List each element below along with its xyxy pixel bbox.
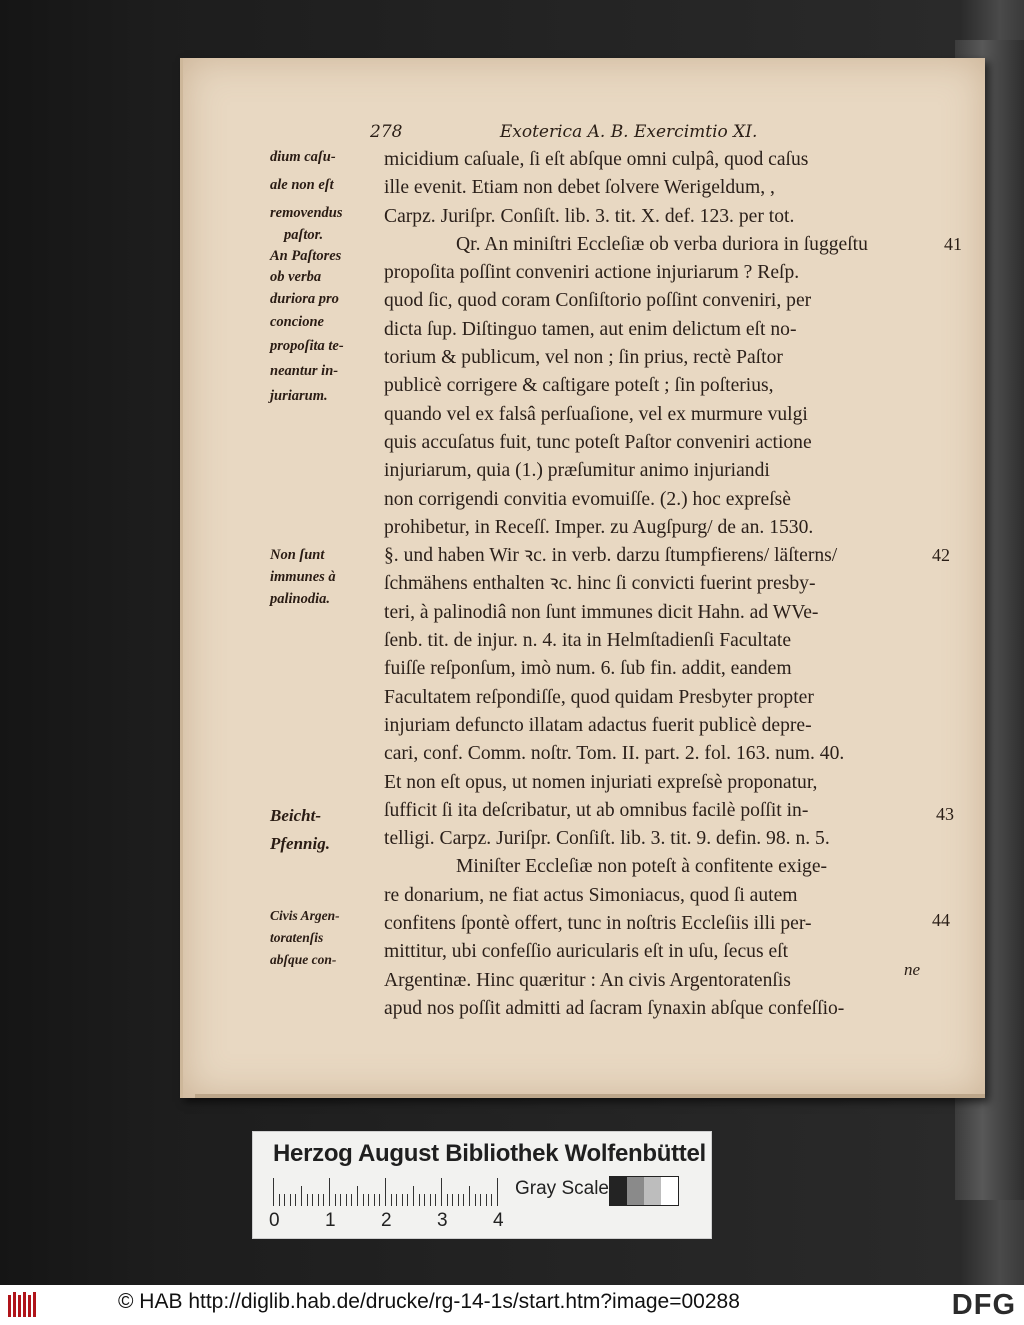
- margin-note: Non ſunt: [270, 547, 325, 563]
- text-line: apud nos poſſit admitti ad ſacram ſynaxin abſque confeſſio-: [384, 997, 845, 1019]
- text-line: Qr. An miniſtri Eccleſiæ ob verba duriora in ſuggeſtu: [456, 233, 868, 255]
- text-line: torium & publicum, vel non ; ſin prius, rectè Paſtor: [384, 347, 783, 369]
- color-scale-card: [252, 1131, 712, 1239]
- margin-note: duriora pro: [270, 291, 339, 307]
- gray-patch: [627, 1177, 644, 1205]
- text-line: injuriam defuncto illatam adactus fuerit publicè depre-: [384, 714, 812, 736]
- ruler-tick: [312, 1194, 313, 1206]
- body-text: [384, 146, 954, 1023]
- ruler-tick: [430, 1194, 431, 1206]
- ruler-tick: [435, 1194, 436, 1206]
- catchword: ne: [904, 960, 921, 979]
- section-number: 42: [932, 545, 950, 565]
- text-line: injuriarum, quia (1.) præſumitur animo injuriandi: [384, 460, 770, 482]
- text-line: Facultatem reſpondiſſe, quod quidam Presbyter propter: [384, 686, 814, 708]
- ruler-tick: [441, 1178, 442, 1206]
- ruler-tick: [475, 1194, 476, 1206]
- ruler-tick: [351, 1194, 352, 1206]
- margin-note: abſque con-: [270, 952, 337, 967]
- text-line: teri, à palinodiâ non ſunt immunes dicit Hahn. ad WVe-: [384, 601, 819, 623]
- ruler-number: 0: [269, 1210, 280, 1231]
- text-line: quod ſic, quod coram Conſiſtorio poſſint conveniri, per: [384, 290, 812, 312]
- ruler-tick: [469, 1186, 470, 1206]
- ruler-number: 2: [381, 1210, 392, 1231]
- margin-note: Pfennig.: [270, 834, 330, 853]
- ruler-tick: [329, 1178, 330, 1206]
- text-line: confitens ſpontè offert, tunc in noſtris Eccleſiis illi per-: [384, 913, 812, 935]
- ruler-tick: [374, 1194, 375, 1206]
- text-line: propoſita poſſint conveniri actione injuriarum ? Reſp.: [384, 262, 800, 284]
- ruler-tick: [396, 1194, 397, 1206]
- text-line: prohibetur, in Receſſ. Imper. zu Augſpurg/ de an. 1530.: [384, 516, 814, 538]
- text-line: quando vel ex falsâ perſuaſione, vel ex murmure vulgi: [384, 403, 808, 425]
- ruler-tick: [402, 1194, 403, 1206]
- ruler-tick: [273, 1178, 274, 1206]
- copyright-url: © HAB http://diglib.hab.de/drucke/rg-14-1s/start.htm?image=00288: [118, 1290, 740, 1313]
- margin-note: palinodia.: [270, 591, 331, 607]
- running-head: [370, 122, 757, 142]
- margin-note: neantur in-: [270, 363, 339, 379]
- text-line: quis accuſatus fuit, tunc poteſt Paſtor conveniri actione: [384, 431, 812, 453]
- library-title: Herzog August Bibliothek Wolfenbüttel: [273, 1140, 706, 1167]
- ruler-tick: [424, 1194, 425, 1206]
- ruler-tick: [357, 1186, 358, 1206]
- margin-note: Beicht-: [270, 806, 321, 825]
- text-line: ſufficit ſi ita deſcribatur, ut ab omnibus facilè poſſit in-: [384, 799, 809, 821]
- ruler-tick: [379, 1194, 380, 1206]
- ruler-tick: [323, 1194, 324, 1206]
- ruler-tick: [385, 1178, 386, 1206]
- ruler-tick: [346, 1194, 347, 1206]
- page-number: 278: [370, 122, 403, 142]
- text-line: ſenb. tit. de injur. n. 4. ita in Helmſtadienſi Facultate: [384, 630, 792, 652]
- ruler-tick: [318, 1194, 319, 1206]
- text-line: micidium caſuale, ſi eſt abſque omni culpâ, quod caſus: [384, 149, 809, 170]
- text-line: Et non eſt opus, ut nomen injuriati expreſsè proponatur,: [384, 771, 818, 793]
- margin-note: ale non eſt: [270, 177, 334, 193]
- ruler-tick: [407, 1194, 408, 1206]
- ruler-tick: [335, 1194, 336, 1206]
- text-line: ſchmähens enthalten ꝛc. hinc ſi convicti fuerint presby-: [384, 573, 816, 595]
- text-line: non corrigendi convitia evomuiſſe. (2.) hoc expreſsè: [384, 488, 791, 510]
- ruler-tick: [413, 1186, 414, 1206]
- ruler-tick: [452, 1194, 453, 1206]
- hab-logo-icon: [6, 1289, 40, 1321]
- margin-note: paſtor.: [284, 227, 324, 243]
- ruler-tick: [491, 1194, 492, 1206]
- margin-note: dium caſu-: [270, 149, 336, 165]
- text-line: Argentinæ. Hinc quæritur : An civis Argentoratenſis: [384, 969, 791, 991]
- text-line: mittitur, ubi confeſſio auricularis eſt in uſu, ſecus eſt: [384, 941, 789, 963]
- text-line: re donarium, ne fiat actus Simoniacus, quod ſi autem: [384, 884, 798, 906]
- gray-scale-patches: [609, 1176, 679, 1206]
- ruler-tick: [458, 1194, 459, 1206]
- margin-note: concione: [270, 314, 324, 330]
- ruler-number: 4: [493, 1210, 504, 1231]
- margin-note: immunes à: [270, 569, 336, 585]
- text-line: fuiſſe reſponſum, imò num. 6. ſub fin. addit, eandem: [384, 658, 792, 680]
- page-edge: [195, 1094, 985, 1098]
- ruler-tick: [290, 1194, 291, 1206]
- section-number: 44: [932, 910, 950, 930]
- margin-note: An Paſtores: [270, 248, 342, 264]
- ruler-tick: [419, 1194, 420, 1206]
- margin-note: propoſita te-: [270, 338, 344, 354]
- ruler-number: 3: [437, 1210, 448, 1231]
- margin-note: removendus: [270, 205, 343, 221]
- text-line: publicè corrigere & caſtigare poteſt ; ſin poſterius,: [384, 375, 774, 397]
- gray-patch: [661, 1177, 678, 1205]
- ruler-tick: [301, 1186, 302, 1206]
- ruler-tick: [463, 1194, 464, 1206]
- ruler-tick: [368, 1194, 369, 1206]
- margin-note: ob verba: [270, 269, 322, 285]
- ruler-tick: [284, 1194, 285, 1206]
- dfg-logo: DFG: [951, 1289, 1016, 1321]
- ruler-tick: [486, 1194, 487, 1206]
- gray-scale-label: Gray Scale: [515, 1178, 609, 1199]
- section-number: 41: [944, 234, 962, 254]
- text-line: ille evenit. Etiam non debet ſolvere Werigeldum, ,: [384, 177, 775, 199]
- ruler-tick: [340, 1194, 341, 1206]
- margin-note: toratenſis: [270, 930, 324, 945]
- ruler: [273, 1178, 503, 1206]
- ruler-tick: [295, 1194, 296, 1206]
- ruler-tick: [363, 1194, 364, 1206]
- ruler-tick: [307, 1194, 308, 1206]
- ruler-tick: [447, 1194, 448, 1206]
- text-line: cari, conf. Comm. noſtr. Tom. II. part. 2. fol. 163. num. 40.: [384, 743, 845, 765]
- ruler-number: 1: [325, 1210, 336, 1231]
- text-line: telligi. Carpz. Juriſpr. Conſiſt. lib. 3. tit. 9. defin. 98. n. 5.: [384, 828, 830, 850]
- ruler-numbers: [269, 1210, 509, 1234]
- margin-note: Civis Argen-: [270, 908, 340, 923]
- ruler-tick: [480, 1194, 481, 1206]
- text-line: Carpz. Juriſpr. Conſiſt. lib. 3. tit. X. def. 123. per tot.: [384, 205, 795, 227]
- text-line: §. und haben Wir ꝛc. in verb. darzu ſtumpfierens/ läſterns/: [384, 545, 838, 567]
- ruler-tick: [497, 1178, 498, 1206]
- ruler-tick: [391, 1194, 392, 1206]
- footer-bar: [0, 1285, 1024, 1325]
- section-number: 43: [936, 804, 954, 824]
- running-title: Exoterica A. B. Exercimtio XI.: [499, 122, 758, 142]
- gray-patch: [610, 1177, 627, 1205]
- text-line: Miniſter Eccleſiæ non poteſt à confitente exige-: [456, 856, 828, 878]
- gray-patch: [644, 1177, 661, 1205]
- text-line: dicta ſup. Diſtinguo tamen, aut enim delictum eſt no-: [384, 318, 797, 340]
- ruler-tick: [279, 1194, 280, 1206]
- margin-note: juriarum.: [270, 388, 328, 404]
